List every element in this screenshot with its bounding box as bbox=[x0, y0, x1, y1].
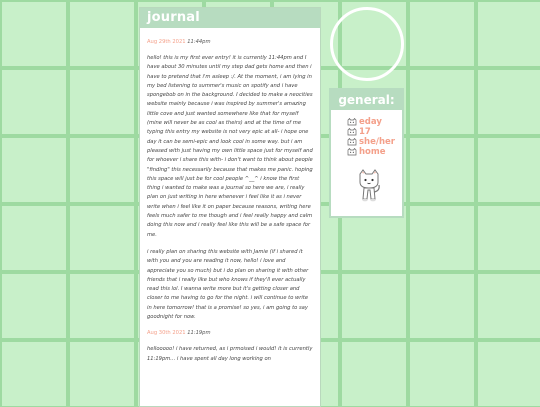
cat-icon bbox=[347, 128, 357, 136]
cat-icon bbox=[347, 118, 357, 126]
general-item-home[interactable] bbox=[347, 147, 402, 157]
journal-body[interactable] bbox=[140, 28, 320, 364]
entry-date-label: Aug 29th 2021 bbox=[147, 39, 186, 45]
journal-title: journal bbox=[140, 8, 320, 28]
entry-time-label: 11:44pm bbox=[187, 39, 211, 45]
entry-date bbox=[147, 39, 313, 45]
entry-time-label: 11:19pm bbox=[187, 330, 211, 337]
entry-paragraph: i really plan on sharing this website with Jamie (if i shared it with you and you are reading it now, hello! i love and appreciate you so much) but i do plan on sharing it with other friends that i really like but who knows if they'll ever actually read this lol. I wanna write more but it's getting closer and closer to me having to go for the night. i will continue to write in here tomorrow! that is a promise! so yes, i am going to say goodnight for now. bbox=[147, 248, 309, 321]
entry-paragraph: hello! this is my first ever entry! it is currently 11:44pm and I have about 30 minutes until my step dad gets home and then i have to pretend that i'm asleep :/. At the moment, i am lying in my bed listening to summer's music on spotify and i have spongebob on in the background. I decided to make a neocities website mainly because i was inspired by summer's amazing little cove and just wanted somewhere like that for myself (mine will never be as cool as theirs) and at the time of me typing this entry my website is not very epic at all- i hope one day it can be semi-epic and look cool in some way. but i am pleased with just having my own little space just for myself and for whoever i share this with- i don't want to think about people "finding" this necessarily because that makes me panic. hoping this space will just be for cool people ^__^ i know the first thing i wanted to make was a journal so here we are, i really plan on just writing in here whenever i feel like it as i never write when i feel like it on paper because reasons, writing here feels much safer to me though and i feel really happy and calm doing this now and i really feel like this will be a safe space for me. bbox=[147, 55, 313, 238]
cat-icon bbox=[347, 138, 357, 146]
general-item-label: home bbox=[359, 147, 386, 157]
cat-figure-icon bbox=[355, 168, 383, 204]
general-item-label: 17 bbox=[359, 127, 371, 137]
entry-paragraph: hellooooo! i have returned, as i prmoised i would! it is currently 11:19pm... i have spent all day long working on bbox=[147, 346, 313, 362]
cat-icon bbox=[347, 148, 357, 156]
general-title: general: bbox=[331, 90, 402, 110]
general-item-name bbox=[347, 117, 402, 127]
general-list bbox=[331, 110, 402, 157]
journal-panel bbox=[139, 7, 321, 407]
decorative-circle bbox=[330, 7, 404, 81]
entry-date-label: Aug 30th 2021 bbox=[147, 330, 186, 337]
general-item-label: eday bbox=[359, 117, 382, 127]
general-item-label: she/her bbox=[359, 137, 395, 147]
general-item-age bbox=[347, 127, 402, 137]
general-item-pronouns bbox=[347, 137, 402, 147]
general-panel bbox=[329, 88, 404, 218]
entry-date bbox=[147, 330, 313, 336]
